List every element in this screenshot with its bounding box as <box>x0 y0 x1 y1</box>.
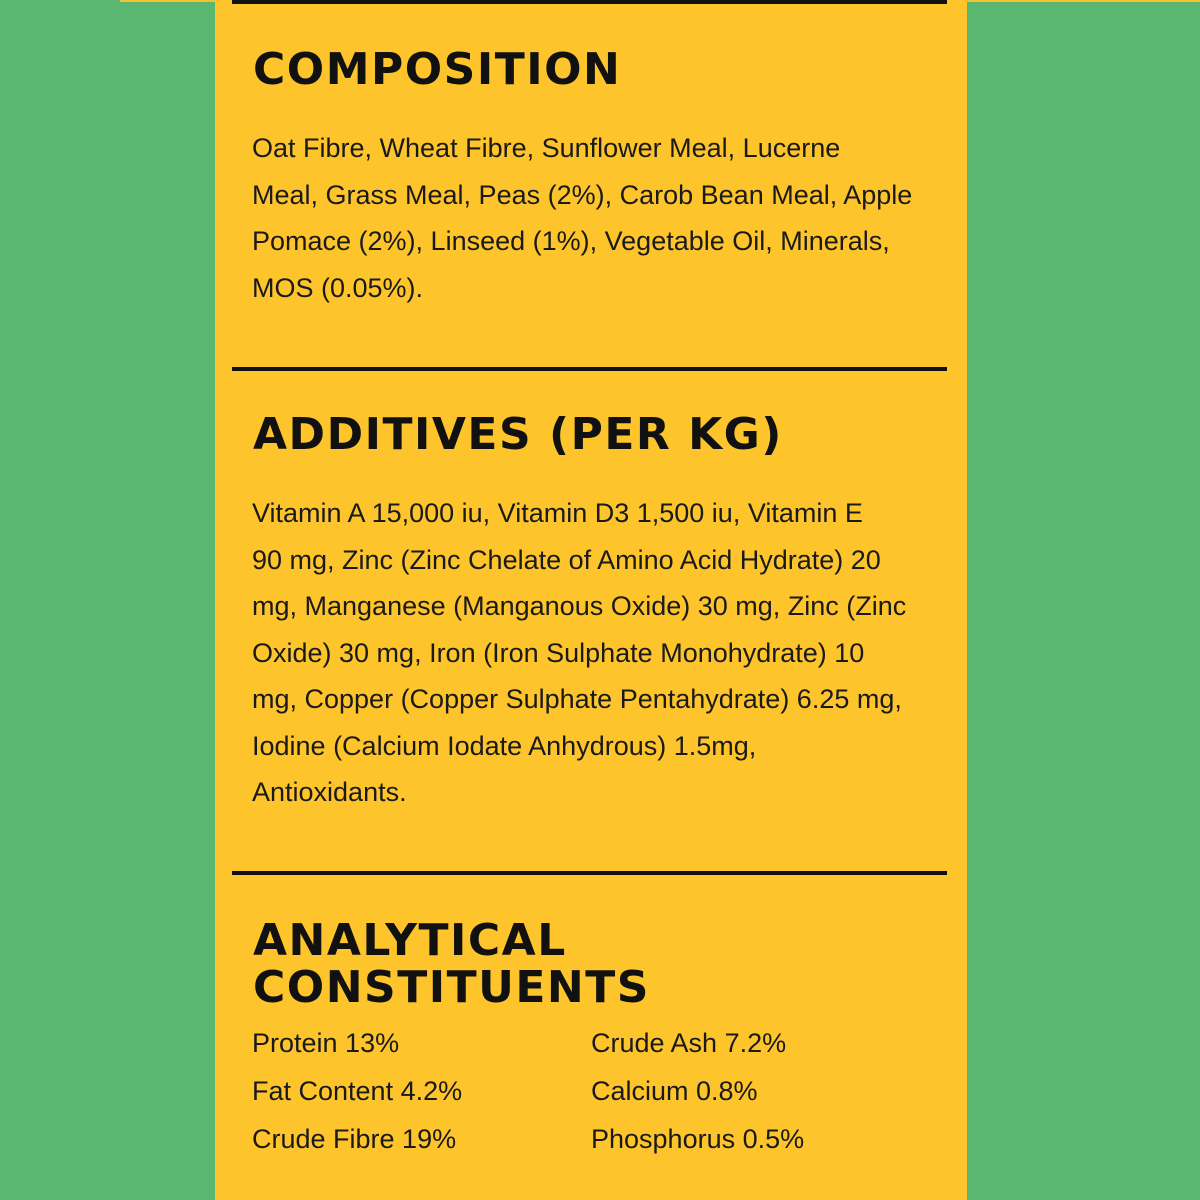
additives-line: 90 mg, Zinc (Zinc Chelate of Amino Acid Hydrate) 20 <box>252 544 881 575</box>
additives-heading: ADDITIVES (PER KG) <box>253 409 783 460</box>
constituent-fibre: Crude Fibre 19% <box>252 1124 457 1154</box>
analytical-heading-line1: ANALYTICAL <box>253 915 567 966</box>
divider-additives-analytical <box>232 871 947 875</box>
analytical-heading-line2: CONSTITUENTS <box>253 962 650 1013</box>
additives-line: Antioxidants. <box>252 777 407 807</box>
additives-line: mg, Manganese (Manganous Oxide) 30 mg, Zinc (Zinc <box>252 591 907 621</box>
composition-text <box>252 125 912 311</box>
composition-line: MOS (0.05%). <box>252 272 424 303</box>
composition-line: Meal, Grass Meal, Peas (2%), Carob Bean Meal, Apple <box>252 179 913 210</box>
constituent-protein: Protein 13% <box>252 1028 400 1058</box>
constituent-phosphorus: Phosphorus 0.5% <box>591 1124 805 1154</box>
additives-text <box>252 490 906 816</box>
additives-line: mg, Copper (Copper Sulphate Pentahydrate) 6.25 mg, <box>252 684 902 714</box>
divider-composition-additives <box>232 367 947 371</box>
divider-top <box>232 0 947 4</box>
composition-heading: COMPOSITION <box>253 44 622 95</box>
additives-line: Vitamin A 15,000 iu, Vitamin D3 1,500 iu, Vitamin E <box>252 498 863 528</box>
additives-line: Iodine (Calcium Iodate Anhydrous) 1.5mg, <box>252 730 757 761</box>
constituent-fat: Fat Content 4.2% <box>252 1076 463 1106</box>
additives-line: Oxide) 30 mg, Iron (Iron Sulphate Monohydrate) 10 <box>252 637 865 668</box>
composition-line: Pomace (2%), Linseed (1%), Vegetable Oil, Minerals, <box>252 226 890 256</box>
constituent-calcium: Calcium 0.8% <box>591 1076 758 1106</box>
composition-line: Oat Fibre, Wheat Fibre, Sunflower Meal, Lucerne <box>252 133 841 163</box>
constituent-ash: Crude Ash 7.2% <box>591 1028 787 1058</box>
